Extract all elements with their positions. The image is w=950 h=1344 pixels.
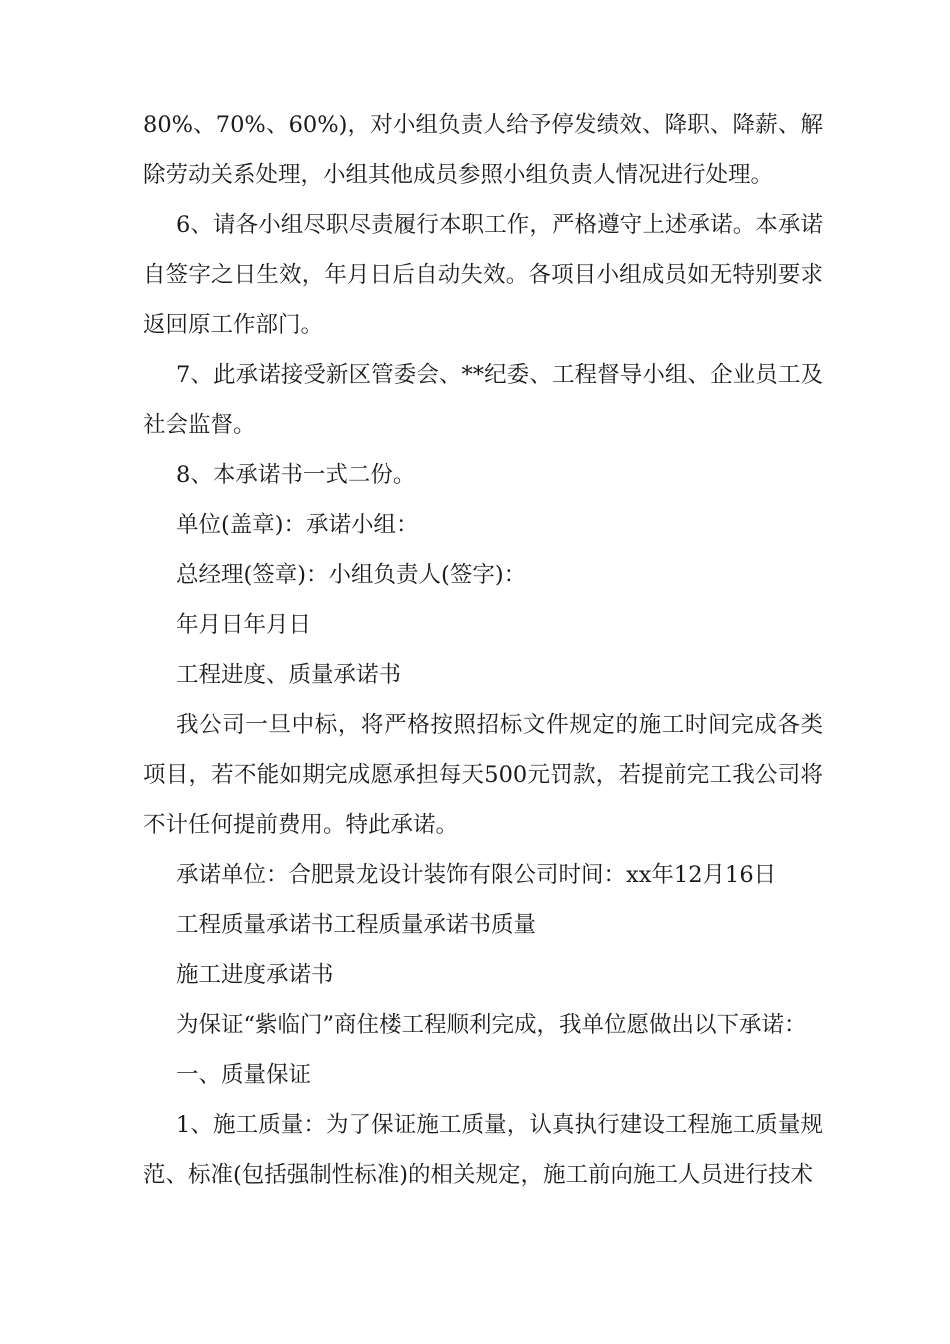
section-title-schedule: 施工进度承诺书	[176, 962, 334, 988]
paragraph-construction-quality: 1、施工质量：为了保证施工质量，认真执行建设工程施工质量规范、标准(包括强制性标准)的相关规定，施工前向施工人员进行技术	[143, 1112, 823, 1188]
paragraph-item-6: 6、请各小组尽职尽责履行本职工作，严格遵守上述承诺。本承诺自签字之日生效，年月日后自动失效。各项目小组成员如无特别要求返回原工作部门。	[143, 212, 823, 338]
paragraph-item-7: 7、此承诺接受新区管委会、**纪委、工程督导小组、企业员工及社会监督。	[143, 362, 823, 438]
signature-manager-line: 总经理(签章)：小组负责人(签字)：	[176, 562, 527, 588]
section-title-quality: 工程质量承诺书工程质量承诺书质量	[176, 912, 537, 938]
signature-date-line: 年月日年月日	[176, 612, 312, 638]
section-title-progress-quality: 工程进度、质量承诺书	[176, 662, 402, 688]
document-body	[143, 100, 823, 1200]
paragraph-item-8: 8、本承诺书一式二份。	[176, 462, 416, 488]
paragraph-intro-commitment: 为保证“紫临门”商住楼工程顺利完成，我单位愿做出以下承诺：	[176, 1012, 807, 1038]
paragraph-penalty-continuation: 80%、70%、60%)，对小组负责人给予停发绩效、降职、降薪、解除劳动关系处理，小组其他成员参照小组负责人情况进行处理。	[143, 112, 823, 188]
heading-quality-guarantee: 一、质量保证	[176, 1062, 312, 1088]
paragraph-bid-commitment: 我公司一旦中标，将严格按照招标文件规定的施工时间完成各类项目，若不能如期完成愿承担每天500元罚款，若提前完工我公司将不计任何提前费用。特此承诺。	[143, 712, 823, 838]
commitment-unit-date-line: 承诺单位：合肥景龙设计装饰有限公司时间：xx年12月16日	[176, 862, 777, 888]
signature-unit-line: 单位(盖章)：承诺小组：	[176, 512, 419, 538]
